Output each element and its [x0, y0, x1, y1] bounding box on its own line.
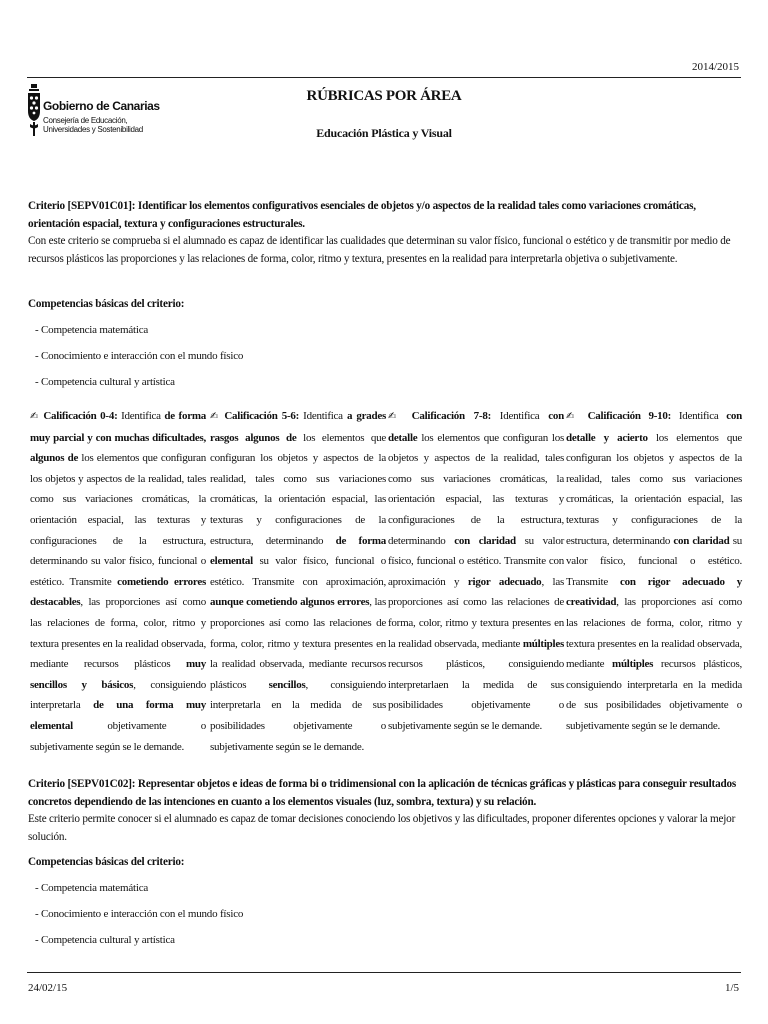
list-item: - Conocimiento e interacción con el mundo físico [35, 350, 244, 362]
document-subtitle: Educación Plástica y Visual [316, 126, 452, 140]
pencil-icon: ✍ [388, 411, 412, 422]
rubric-text: , las proporciones así como las relaciones de forma, color, ritmo y textura presentes en la realidad observada, mediante recursos plásticos [30, 596, 206, 671]
list-item: - Competencia matemática [35, 882, 149, 894]
pencil-icon: ✍ [566, 411, 588, 422]
rubric-column-grade-7-8 [388, 406, 564, 737]
grade-label: Calificación 9-10: [587, 410, 672, 422]
rubric-emphasis: múltiples [612, 658, 654, 671]
header-divider [27, 77, 741, 78]
rubric-text: Identifica [117, 410, 165, 422]
rubric-text: , las proporciones así como las relaciones de forma, color, ritmo y textura presentes en la realidad observada, mediante [566, 596, 742, 671]
pencil-icon: ✍ [210, 411, 225, 422]
rubric-emphasis: con detalle y acierto [566, 410, 742, 444]
rubric-text: su valor físico, funcional o estético. Transmite con aproximación, [210, 555, 386, 588]
footer-divider [27, 972, 741, 973]
rubric-text: los elementos que configuran los objetos y aspectos de la realidad, tales como sus variaciones cromáticas, la orientación espacial, las texturas y configuraciones de la estructura, determinando su valor físico, funcional o estético. Transmite [30, 452, 206, 588]
rubric-emphasis: a grades rasgos algunos de [210, 410, 387, 444]
logo-line-1: Consejería de Educación, [43, 116, 128, 125]
grade-label: Calificación 0-4: [43, 410, 118, 422]
rubric-emphasis: rigor adecuado [467, 575, 542, 588]
rubric-text: su valor físico, funcional o estético. Transmite [566, 534, 742, 588]
page-number: 1/5 [724, 982, 739, 994]
criterion-1-description: Con este criterio se comprueba si el alumnado es capaz de identificar las cualidades que determinan su valor físico, funcional o estético y de transmitir por medio de recursos plásticos las proporciones y las relaciones de forma, color, ritmo y textura, presentes en la realidad para interpretarla objetiva o subjetivamente. [28, 235, 731, 265]
rubric-column-grade-9-10 [566, 406, 742, 737]
criterion-2 [28, 776, 742, 846]
rubric-text: los elementos que configuran los objetos y aspectos de la realidad, tales como sus variaciones cromáticas, la orientación espacial, las texturas y configuraciones de la estructura, determinando [388, 431, 564, 547]
rubric-text: , consiguiendo interpretarla en la medida de sus posibilidades objetivamente o subjetivamente según se le demande. [210, 678, 386, 753]
rubric-text: Identifica [671, 410, 727, 422]
rubric-emphasis: aunque cometiendo algunos errores [210, 596, 370, 609]
criterion-2-title: Criterio [SEPV01C02]: Representar objetos e ideas de forma bi o tridimensional con la aplicación de técnicas gráficas y plásticas para conseguir resultados concretos dependiendo de las intenciones en cuanto a los elementos visuales (luz, sombra, textura) y su relación. [28, 778, 737, 808]
criterion-2-competencias-list [35, 882, 243, 960]
rubric-emphasis: muy sencillos y básicos [30, 658, 206, 691]
footer-date: 24/02/15 [28, 982, 68, 994]
rubric-emphasis: sencillos [268, 678, 306, 691]
rubric-text: los elementos que configuran los objetos y aspectos de la realidad, tales como sus variaciones cromáticas, la orientación espacial, las texturas y configuraciones de la estructura, determinando [566, 431, 742, 547]
criterion-2-description: Este criterio permite conocer si el alumnado es capaz de tomar decisiones conociendo los objetivos y las dificultades, proponer diferentes opciones y valorar la mejor solución. [28, 813, 736, 843]
rubric-emphasis: cometiendo errores destacables [30, 575, 206, 609]
list-item: - Competencia cultural y artística [35, 934, 175, 946]
rubric-text: Identifica [299, 410, 347, 422]
rubric-emphasis: de una forma muy elemental [30, 699, 206, 732]
criterion-1-competencias-list [35, 324, 243, 402]
rubric-text: los elementos que configuran los objetos y aspectos de la realidad, tales como sus variaciones cromáticas, la orientación espacial, las texturas y configuraciones de la estructura, determinando [210, 431, 386, 547]
list-item: - Conocimiento e interacción con el mundo físico [35, 908, 244, 920]
list-item: - Competencia cultural y artística [35, 376, 175, 388]
rubric-emphasis: con claridad [454, 534, 516, 547]
rubric-text: objetivamente o subjetivamente según se le demande. [30, 719, 206, 753]
rubric-text: su valor físico, funcional o estético. Transmite con aproximación y [388, 534, 564, 588]
rubric-text: recursos plásticos, consiguiendo interpretarla en la medida de sus posibilidades objetivamente o subjetivamente según se le demande. [566, 658, 742, 732]
rubric-emphasis: con rigor adecuado y creatividad [566, 575, 742, 609]
rubric-column-grade-5-6 [210, 406, 386, 757]
pencil-icon: ✍ [30, 411, 44, 422]
rubric-text: , las proporciones así como las relaciones de forma, color, ritmo y textura presentes en la realidad observada, mediante [388, 575, 564, 650]
criterion-2-competencias-heading: Competencias básicas del criterio: [28, 856, 185, 868]
grade-label: Calificación 5-6: [224, 410, 300, 422]
list-item: - Competencia matemática [35, 324, 149, 336]
criterion-1-competencias-heading: Competencias básicas del criterio: [28, 298, 185, 310]
document-title: RÚBRICAS POR ÁREA [306, 88, 462, 104]
criterion-1-title: Criterio [SEPV01C01]: Identificar los elementos configurativos esenciales de objetos y/o aspectos de la realidad tales como variaciones cromáticas, orientación espacial, textura y configuraciones estructurales. [28, 200, 696, 230]
rubric-emphasis: de forma muy parcial y con muchas dificultades, algunos de [30, 410, 206, 465]
rubric-emphasis: de forma elemental [210, 534, 386, 568]
rubric-emphasis: múltiples [522, 637, 564, 650]
criterion-1 [28, 198, 742, 268]
rubric-text: , las proporciones así como las relaciones de forma, color, ritmo y textura presentes en la realidad observada, mediante recursos plásticos [210, 596, 386, 691]
rubric-text: recursos plásticos, consiguiendo interpretarlaen la medida de sus posibilidades objetivamente o subjetivamente según se le demande. [388, 658, 564, 732]
rubric-emphasis: con claridad [673, 534, 730, 547]
rubric-text: , consiguiendo interpretarla [30, 678, 206, 712]
grade-label: Calificación 7-8: [411, 410, 491, 422]
school-year: 2014/2015 [691, 61, 739, 73]
logo-line-2: Universidades y Sostenibilidad [43, 125, 143, 134]
rubric-column-grade-0-4 [30, 406, 206, 757]
logo-name: Gobierno de Canarias [43, 99, 160, 113]
rubric-text: Identifica [491, 410, 549, 422]
rubric-emphasis: con detalle [388, 410, 564, 444]
